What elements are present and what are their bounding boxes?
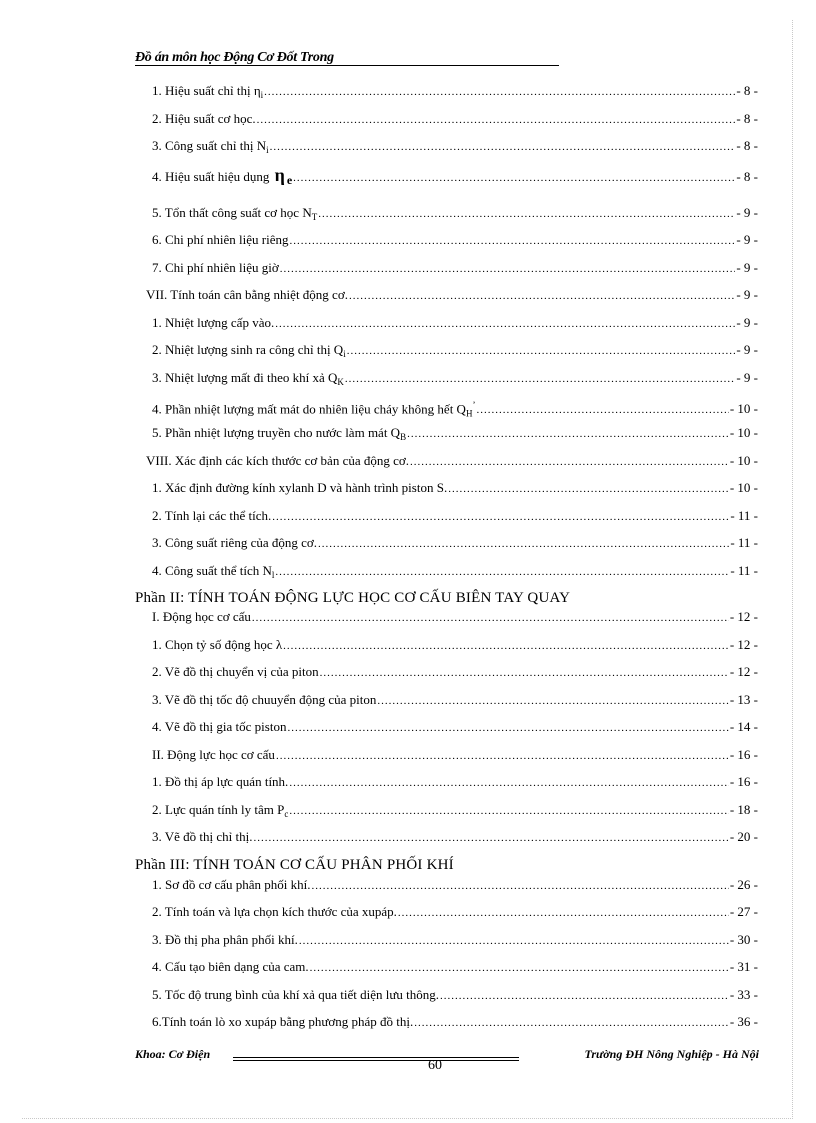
toc-page-number: - 27 -: [729, 904, 758, 919]
toc-page-number: - 9 -: [736, 205, 758, 220]
toc-page-number: - 9 -: [736, 232, 758, 247]
toc-entry[interactable]: 1. Sơ đồ cơ cấu phân phối khí. ..... - 26 -: [152, 875, 758, 895]
footer-university: Trường ĐH Nông Nghiệp - Hà Nội: [584, 1047, 759, 1061]
toc-page-number: - 12 -: [729, 609, 758, 624]
toc-page-number: - 11 -: [730, 535, 758, 550]
eta-symbol: η: [274, 165, 285, 185]
toc-section[interactable]: I. Động học cơ cấu ..... - 12 -: [152, 607, 758, 627]
toc-page-number: - 33 -: [729, 987, 758, 1002]
toc-entry[interactable]: 1. Xác định đường kính xylanh D và hành trình piston S. ..... - 10 -: [152, 478, 758, 498]
toc-section[interactable]: VIII. Xác định các kích thước cơ bản của động cơ. ..... - 10 -: [146, 451, 758, 471]
toc-page-number: - 8 -: [736, 138, 758, 153]
toc-entry[interactable]: 3. Vẽ đồ thị chỉ thị. ..... - 20 -: [152, 827, 758, 847]
toc-page-number: - 8 -: [736, 83, 758, 98]
toc-page-number: - 10 -: [729, 425, 758, 440]
toc-page-number: - 8 -: [736, 111, 758, 126]
toc-entry[interactable]: 1. Nhiệt lượng cấp vào. ..... - 9 -: [152, 313, 758, 333]
toc-entry[interactable]: 3. Công suất chỉ thị $N_i$ ..... - 8 -: [152, 136, 758, 156]
toc-page-number: - 31 -: [729, 959, 758, 974]
toc-page-number: - 12 -: [729, 664, 758, 679]
toc-page-number: - 14 -: [729, 719, 758, 734]
toc-entry[interactable]: 5. Phần nhiệt lượng truyền cho nước làm mát $Q_B$ ..... - 10 -: [152, 423, 758, 443]
header-title: Đồ án môn học Động Cơ Đốt Trong: [135, 50, 334, 65]
toc-entry[interactable]: 1. Hiệu suất chỉ thị $\eta_i$ ..... - 8 -: [152, 81, 758, 101]
toc-entry[interactable]: 3. Nhiệt lượng mất đi theo khí xả $Q_K$ ..... - 9 -: [152, 368, 758, 388]
toc-entry[interactable]: 4. Phần nhiệt lượng mất mát do nhiên liệu cháy không hết $Q_H^’$ ..... - 10 -: [152, 395, 758, 415]
toc-entry[interactable]: 3. Công suất riêng của động cơ. ..... - 11 -: [152, 533, 758, 553]
toc-entry[interactable]: 3. Đồ thị pha phân phối khí. ..... - 30 -: [152, 930, 758, 950]
toc-entry[interactable]: 6. Chi phí nhiên liệu riêng ..... - 9 -: [152, 230, 758, 250]
toc-page-number: - 16 -: [729, 747, 758, 762]
toc-page-number: - 9 -: [736, 287, 758, 302]
toc-page-number: - 16 -: [729, 774, 758, 789]
toc-entry[interactable]: 3. Vẽ đồ thị tốc độ chuuyển động của piton ..... - 13 -: [152, 690, 758, 710]
toc-entry[interactable]: 6.Tính toán lò xo xupáp bằng phương pháp đồ thị. ..... - 36 -: [152, 1012, 758, 1032]
part-3-heading[interactable]: Phần III: TÍNH TOÁN CƠ CẤU PHÂN PHỐI KHÍ: [135, 857, 454, 873]
toc-entry[interactable]: 7. Chi phí nhiên liệu giờ ..... - 9 -: [152, 258, 758, 278]
toc-entry[interactable]: 1. Chọn tỷ số động học λ ..... - 12 -: [152, 635, 758, 655]
toc-entry[interactable]: 4. Công suất thể tích $N_l$ ..... - 11 -: [152, 561, 758, 581]
toc-page-number: - 12 -: [729, 637, 758, 652]
toc-page-number: - 18 -: [729, 802, 758, 817]
footer-faculty: Khoa: Cơ Điện: [135, 1047, 211, 1061]
page-header: [135, 48, 559, 66]
toc-page-number: - 36 -: [729, 1014, 758, 1029]
toc-page-number: - 9 -: [736, 315, 758, 330]
toc-section[interactable]: VII. Tính toán cân bằng nhiệt động cơ. ..... - 9 -: [146, 285, 758, 305]
toc-entry[interactable]: 2. Vẽ đồ thị chuyển vị của piton ..... - 12 -: [152, 662, 758, 682]
toc-page-number: - 10 -: [729, 401, 758, 417]
toc-page-number: - 9 -: [736, 370, 758, 385]
toc-entry[interactable]: 4. Hiệu suất hiệu dụng η $_e$ ..... - 8 -: [152, 165, 758, 185]
toc-page-number: - 30 -: [729, 932, 758, 947]
toc-page-number: - 10 -: [729, 480, 758, 495]
toc-entry[interactable]: 5. Tổn thất công suất cơ học $N_T$ ..... - 9 -: [152, 203, 758, 223]
toc-page-number: - 11 -: [730, 508, 758, 523]
toc-entry[interactable]: 2. Tính lại các thể tích. ..... - 11 -: [152, 506, 758, 526]
toc-entry[interactable]: 2. Nhiệt lượng sinh ra công chỉ thị $Q_i$ ..... - 9 -: [152, 340, 758, 360]
toc-entry[interactable]: 5. Tốc độ trung bình của khí xả qua tiết diện lưu thông. ..... - 33 -: [152, 985, 758, 1005]
toc-entry[interactable]: 2. Hiệu suất cơ học. ..... - 8 -: [152, 109, 758, 129]
toc-page-number: - 8 -: [736, 169, 758, 184]
toc-entry[interactable]: 4. Vẽ đồ thị gia tốc piston ..... - 14 -: [152, 717, 758, 737]
toc-page-number: - 9 -: [736, 342, 758, 357]
toc-page-number: - 9 -: [736, 260, 758, 275]
page-number: 60: [428, 1058, 442, 1073]
toc-entry[interactable]: 2. Tính toán và lựa chọn kích thước của xupáp. ..... - 27 -: [152, 902, 758, 922]
part-2-heading[interactable]: Phần II: TÍNH TOÁN ĐỘNG LỰC HỌC CƠ CẤU BIÊN TAY QUAY: [135, 590, 571, 606]
toc-page-number: - 26 -: [729, 877, 758, 892]
toc-page-number: - 13 -: [729, 692, 758, 707]
toc-entry[interactable]: 2. Lực quán tính ly tâm $P_c$ ..... - 18 -: [152, 800, 758, 820]
toc-entry[interactable]: 4. Cấu tạo biên dạng của cam. ..... - 31 -: [152, 957, 758, 977]
toc-page-number: - 11 -: [730, 563, 758, 578]
toc-entry[interactable]: 1. Đồ thị áp lực quán tính. ..... - 16 -: [152, 772, 758, 792]
toc-section[interactable]: II. Động lực học cơ cấu ..... - 16 -: [152, 745, 758, 765]
toc-page-number: - 10 -: [729, 453, 758, 468]
toc-page-number: - 20 -: [729, 829, 758, 844]
